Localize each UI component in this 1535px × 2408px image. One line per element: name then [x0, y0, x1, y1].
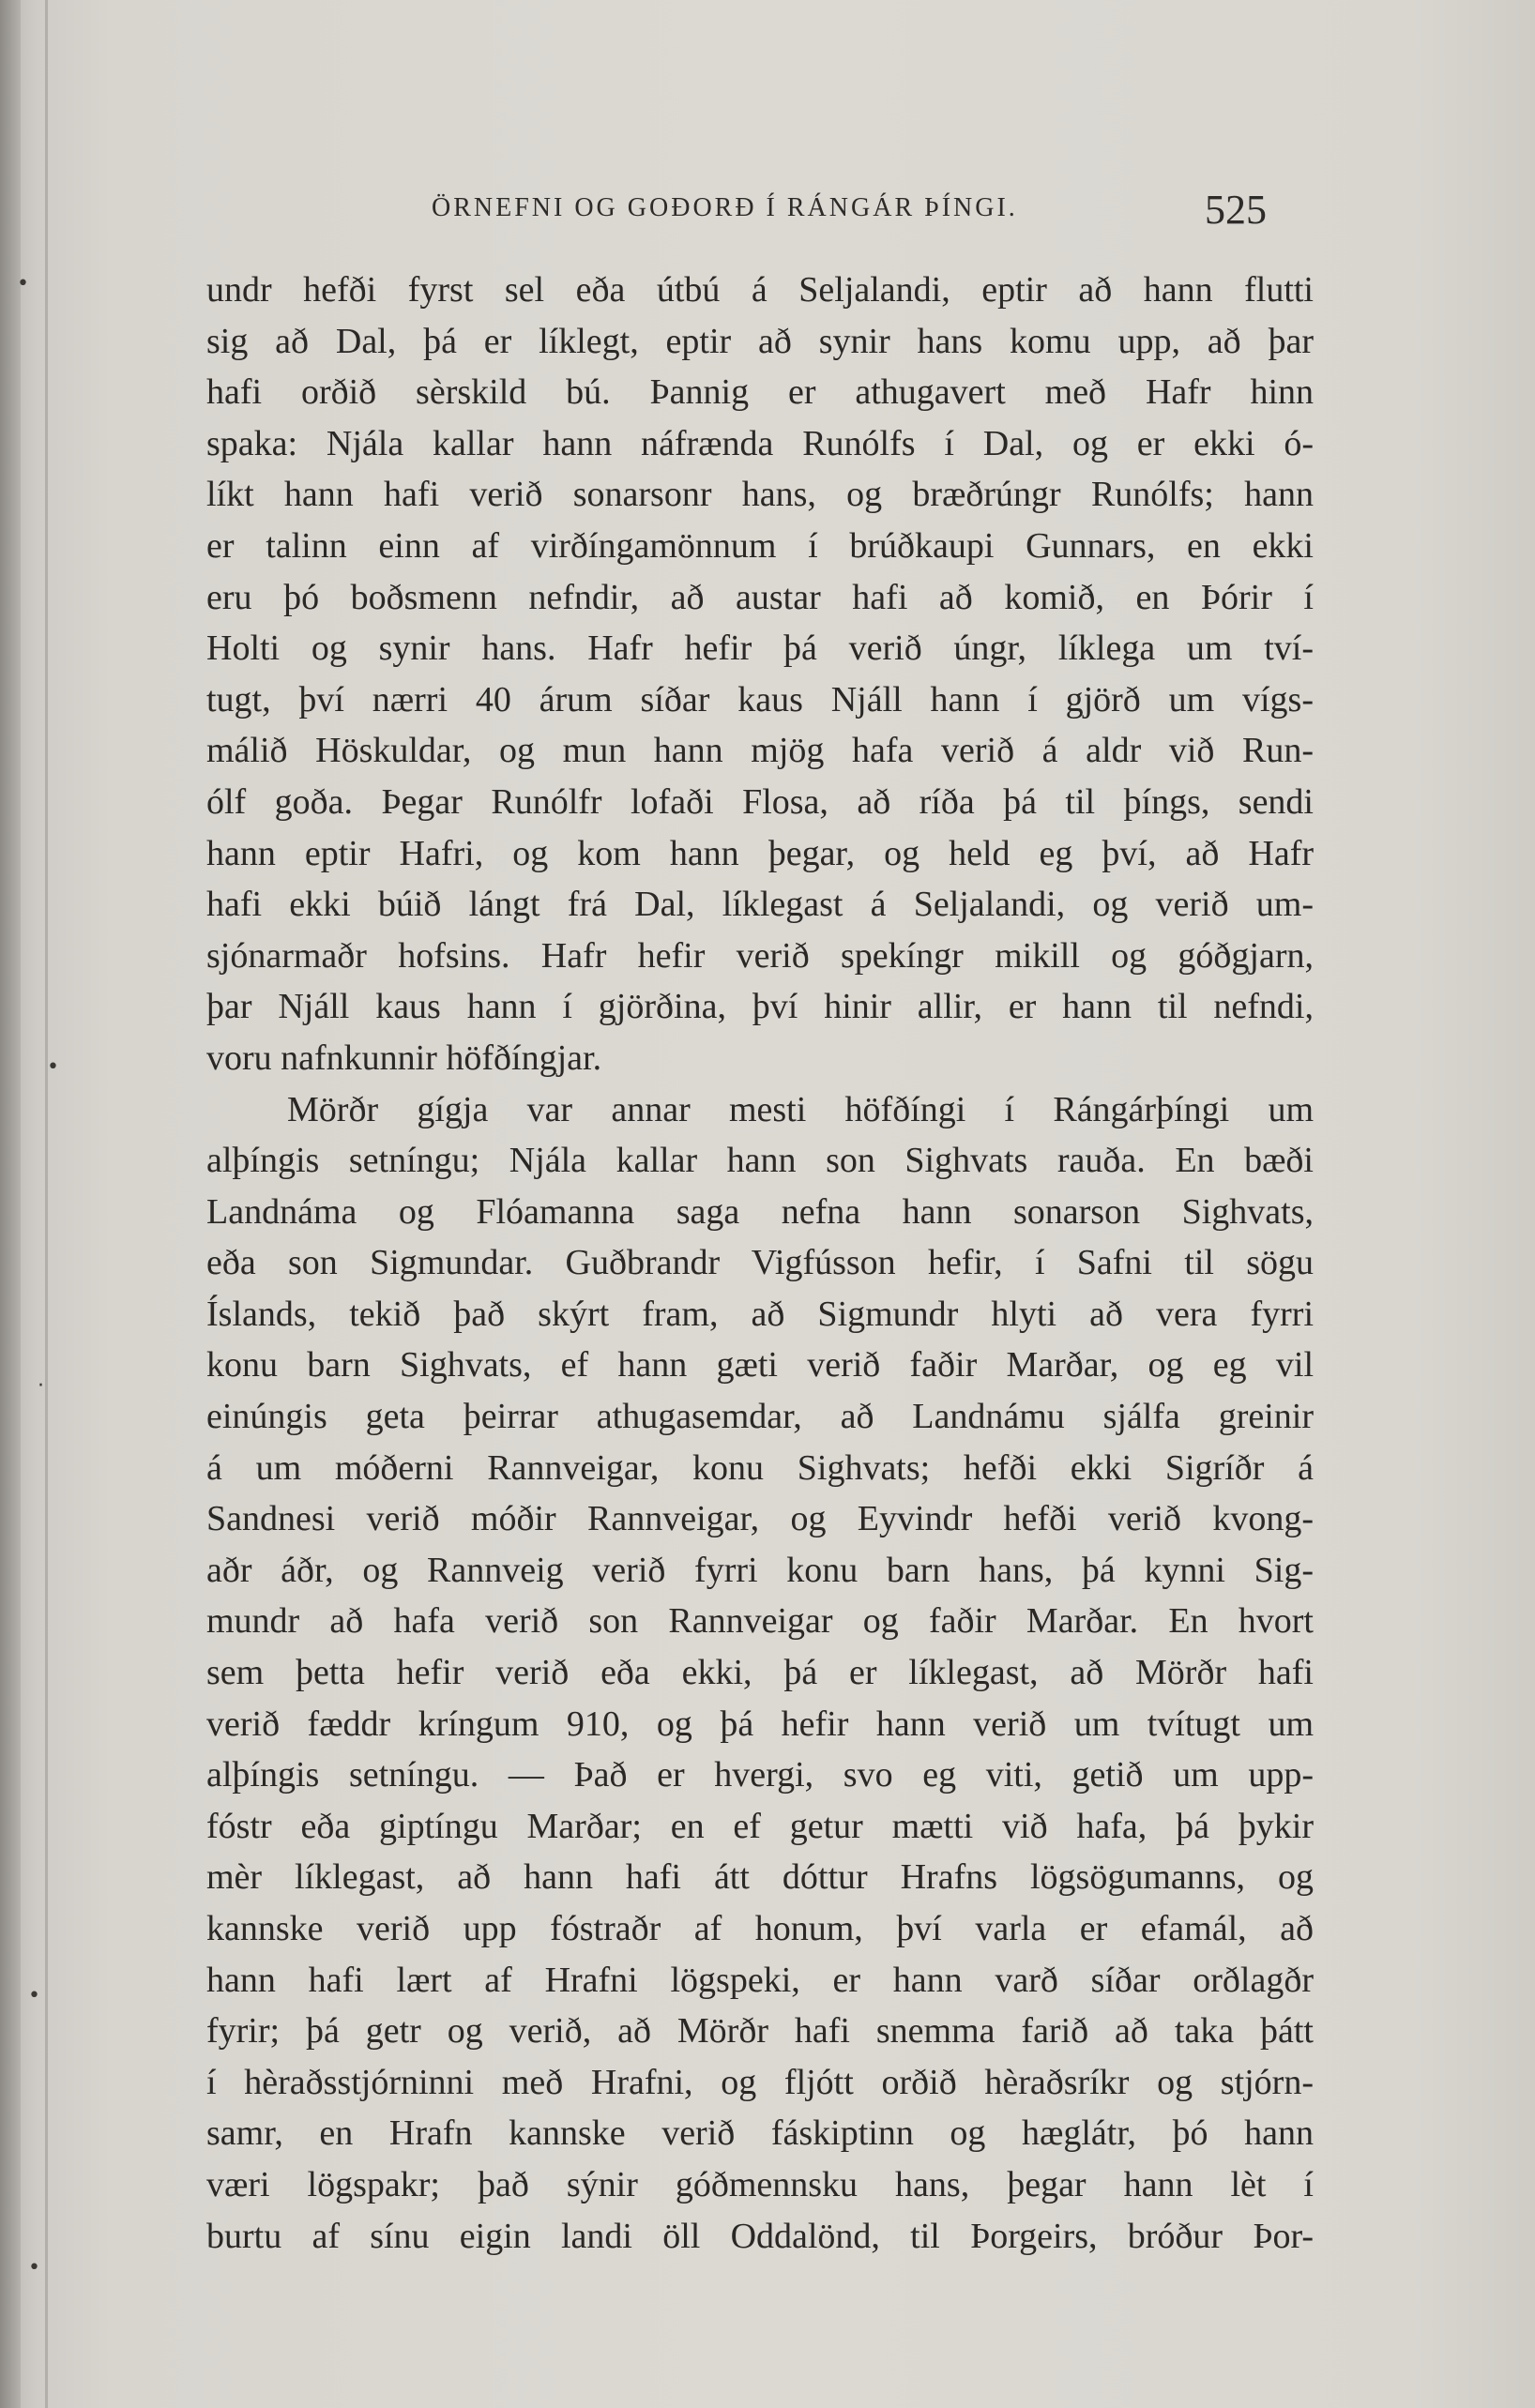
page-number: 525: [1205, 187, 1267, 233]
margin-mark: •: [28, 2256, 40, 2279]
text-line: alþíngis setníngu; Njála kallar hann son Sighvats rauða. En bæði: [206, 1141, 1314, 1181]
text-line: spaka: Njála kallar hann náfrænda Runólfs í Dal, og er ekki ó-: [206, 423, 1314, 463]
margin-mark: ·: [38, 1374, 44, 1398]
text-line: hafi orðið sèrskild bú. Þannig er athugavert með Hafr hinn: [206, 372, 1314, 413]
text-line: þar Njáll kaus hann í gjörðina, því hinir allir, er hann til nefndi,: [206, 987, 1314, 1027]
text-line: fóstr eða giptíngu Marðar; en ef getur mætti við hafa, þá þykir: [206, 1806, 1314, 1846]
text-line: konu barn Sighvats, ef hann gæti verið faðir Marðar, og eg vil: [206, 1345, 1314, 1386]
text-line: hann eptir Hafri, og kom hann þegar, og held eg því, að Hafr: [206, 833, 1314, 873]
text-line: verið fæddr kríngum 910, og þá hefir hann verið um tvítugt um: [206, 1704, 1314, 1744]
body-text: [206, 265, 1314, 2262]
text-line: mundr að hafa verið son Rannveigar og faðir Marðar. En hvort: [206, 1601, 1314, 1642]
text-line: væri lögspakr; það sýnir góðmennsku hans, þegar hann lèt í: [206, 2164, 1314, 2204]
text-line: hafi ekki búið lángt frá Dal, líklegast á Seljalandi, og verið um-: [206, 885, 1314, 925]
margin-mark: •: [17, 272, 29, 295]
text-line: er talinn einn af virðíngamönnum í brúðkaupi Gunnars, en ekki: [206, 525, 1314, 566]
text-line: líkt hann hafi verið sonarsonr hans, og bræðrúngr Runólfs; hann: [206, 475, 1314, 515]
text-line: tugt, því nærri 40 árum síðar kaus Njáll hann í gjörð um vígs-: [206, 679, 1314, 719]
running-head: ÖRNEFNI OG GOÐORÐ Í RÁNGÁR ÞÍNGI.: [432, 193, 1018, 222]
text-line: mèr líklegast, að hann hafi átt dóttur Hrafns lögsögumanns, og: [206, 1857, 1314, 1898]
page-fold-line: [45, 0, 48, 2408]
text-line: sem þetta hefir verið eða ekki, þá er líklegast, að Mörðr hafi: [206, 1653, 1314, 1693]
text-line: samr, en Hrafn kannske verið fáskiptinn og hæglátr, þó hann: [206, 2113, 1314, 2154]
text-line: fyrir; þá getr og verið, að Mörðr hafi snemma farið að taka þátt: [206, 2011, 1314, 2052]
page-gutter-shadow: [0, 0, 21, 2408]
text-line: eru þó boðsmenn nefndir, að austar hafi að komið, en Þórir í: [206, 577, 1314, 617]
text-line: málið Höskuldar, og mun hann mjög hafa verið á aldr við Run-: [206, 731, 1314, 771]
text-line: Íslands, tekið það skýrt fram, að Sigmundr hlyti að vera fyrri: [206, 1294, 1314, 1334]
text-line: voru nafnkunnir höfðíngjar.: [206, 1037, 602, 1078]
text-line: ólf goða. Þegar Runólfr lofaði Flosa, að ríða þá til þíngs, sendi: [206, 781, 1314, 822]
margin-mark: •: [28, 1984, 40, 2007]
text-line: aðr áðr, og Rannveig verið fyrri konu barn hans, þá kynni Sig-: [206, 1550, 1314, 1590]
margin-mark: •: [47, 1055, 59, 1079]
page-header: [432, 186, 1323, 233]
text-line: hann hafi lært af Hrafni lögspeki, er hann varð síðar orðlagðr: [206, 1960, 1314, 2000]
text-line: Sandnesi verið móðir Rannveigar, og Eyvindr hefði verið kvong-: [206, 1499, 1314, 1539]
text-line: sig að Dal, þá er líklegt, eptir að synir hans komu upp, að þar: [206, 321, 1314, 361]
text-line: kannske verið upp fóstraðr af honum, því varla er efamál, að: [206, 1909, 1314, 1948]
text-line: Mörðr gígja var annar mesti höfðíngi í Rángárþíngi um: [287, 1089, 1314, 1129]
text-line: sjónarmaðr hofsins. Hafr hefir verið spekíngr mikill og góðgjarn,: [206, 935, 1314, 976]
text-line: í hèraðsstjórninni með Hrafni, og fljótt orðið hèraðsríkr og stjórn-: [206, 2062, 1314, 2102]
text-line: burtu af sínu eigin landi öll Oddalönd, til Þorgeirs, bróður Þor-: [206, 2216, 1314, 2256]
text-line: eða son Sigmundar. Guðbrandr Vigfússon hefir, í Safni til sögu: [206, 1243, 1314, 1283]
text-line: undr hefði fyrst sel eða útbú á Seljalandi, eptir að hann flutti: [206, 270, 1314, 310]
text-line: alþíngis setníngu. — Það er hvergi, svo eg viti, getið um upp-: [206, 1755, 1314, 1795]
text-line: Holti og synir hans. Hafr hefir þá verið úngr, líklega um tví-: [206, 629, 1314, 669]
text-line: Landnáma og Flóamanna saga nefna hann sonarson Sighvats,: [206, 1191, 1314, 1232]
text-line: einúngis geta þeirrar athugasemdar, að Landnámu sjálfa greinir: [206, 1397, 1314, 1437]
text-line: á um móðerni Rannveigar, konu Sighvats; hefði ekki Sigríðr á: [206, 1447, 1314, 1488]
